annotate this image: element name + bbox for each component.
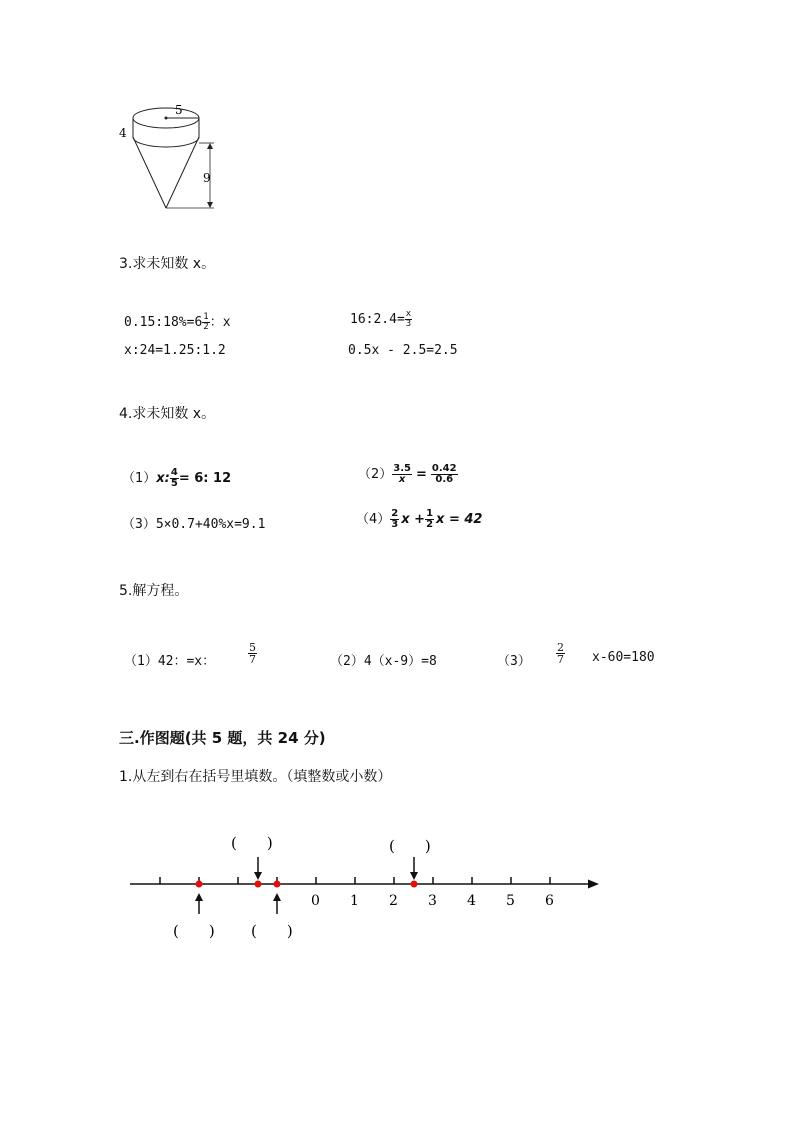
height-label: 4 bbox=[119, 126, 127, 140]
tick-label: 2 bbox=[389, 893, 398, 909]
answer-bracket: ( ) bbox=[251, 922, 293, 940]
tick-label: 0 bbox=[311, 893, 320, 909]
fraction: $\frac{4}{5}$ bbox=[170, 467, 178, 489]
q5-title: 5.解方程。 bbox=[119, 583, 189, 599]
point-marker bbox=[411, 881, 418, 888]
fraction: $\frac{2}{3}$ bbox=[391, 508, 399, 530]
q5-problem-3-fraction: $\frac{2}{7}$ bbox=[557, 641, 564, 666]
answer-bracket: ( ) bbox=[173, 922, 215, 940]
axis-arrowhead bbox=[588, 880, 599, 889]
cone-height-label: 9 bbox=[203, 171, 211, 185]
q5-problem-2: （2）4（x-9）=8 bbox=[330, 654, 437, 669]
q5-problem-3-label: （3） bbox=[497, 654, 531, 669]
q4-problem-2: （2） $\frac{3.5}{x}$ = $\frac{0.42}{0.6}$ bbox=[358, 463, 457, 485]
cylinder-cone-figure bbox=[115, 90, 225, 215]
fraction: $\frac{1}{2}$ bbox=[426, 508, 434, 530]
q4-title: 4.求未知数 x。 bbox=[119, 406, 216, 422]
answer-bracket: ( ) bbox=[389, 837, 431, 855]
q4-problem-4: （4） $\frac{2}{3}$ x + $\frac{1}{2}$ x = 42 bbox=[356, 508, 483, 530]
q5-problem-1-fraction: $\frac{5}{7}$ bbox=[249, 641, 256, 666]
fraction: $\frac{0.42}{0.6}$ bbox=[431, 463, 457, 485]
tick-label: 4 bbox=[467, 893, 476, 909]
point-marker bbox=[274, 881, 281, 888]
fraction: $\frac{1}{2}$ bbox=[203, 312, 209, 332]
q3-equation-2: 16:2.4= $\frac{x}{3}$ bbox=[350, 309, 412, 329]
point-marker bbox=[196, 881, 203, 888]
q3-equation-1: 0.15:18%=6 $\frac{1}{2}$ ：x bbox=[124, 312, 231, 332]
q3-title: 3.求未知数 x。 bbox=[119, 256, 216, 272]
fraction: $\frac{x}{3}$ bbox=[405, 309, 412, 329]
q4-problem-1: （1）x: $\frac{4}{5}$ = 6: 12 bbox=[122, 467, 232, 489]
number-line bbox=[0, 820, 794, 950]
point-marker bbox=[255, 881, 262, 888]
tick-marks bbox=[160, 877, 550, 884]
tick-label: 6 bbox=[545, 893, 554, 909]
q5-problem-3-rest: x-60=180 bbox=[592, 650, 655, 665]
tick-label: 5 bbox=[506, 893, 515, 909]
q3-equation-4: 0.5x - 2.5=2.5 bbox=[348, 343, 458, 358]
q3-equation-3: x:24=1.25:1.2 bbox=[124, 343, 226, 358]
tick-label: 1 bbox=[350, 893, 359, 909]
q4-problem-3: （3）5×0.7+40%x=9.1 bbox=[122, 517, 266, 532]
q5-problem-1: （1）42：=x： bbox=[124, 654, 216, 669]
tick-label: 3 bbox=[428, 893, 437, 909]
answer-bracket: ( ) bbox=[231, 834, 273, 852]
radius-label: 5 bbox=[175, 103, 183, 117]
fraction: $\frac{3.5}{x}$ bbox=[393, 463, 411, 485]
section3-question-1: 1.从左到右在括号里填数。（填整数或小数） bbox=[119, 769, 392, 785]
section-heading: 三.作图题(共 5 题，共 24 分) bbox=[119, 729, 326, 747]
